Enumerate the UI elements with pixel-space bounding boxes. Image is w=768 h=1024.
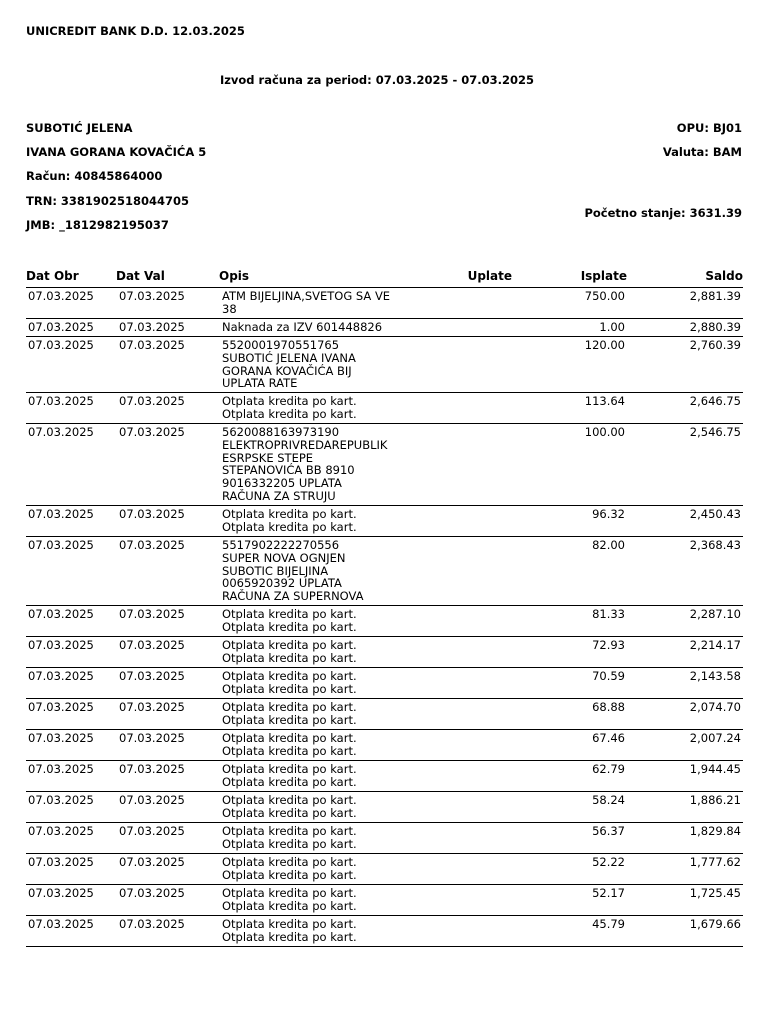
table-row — [26, 916, 743, 947]
cell-dat-val: 07.03.2025 — [119, 824, 185, 838]
cell-opis: Otplata kredita po kart. Otplata kredita po kart. — [222, 793, 357, 820]
currency: Valuta: BAM — [662, 145, 742, 159]
cell-dat-obr: 07.03.2025 — [28, 793, 94, 807]
cell-isplate: 72.93 — [592, 638, 625, 652]
table-row — [26, 606, 743, 637]
cell-opis: Otplata kredita po kart. Otplata kredita po kart. — [222, 638, 357, 665]
table-row — [26, 730, 743, 761]
cell-dat-obr: 07.03.2025 — [28, 886, 94, 900]
col-saldo: Saldo — [705, 269, 743, 283]
cell-dat-obr: 07.03.2025 — [28, 607, 94, 621]
cell-dat-val: 07.03.2025 — [119, 394, 185, 408]
cell-isplate: 1.00 — [599, 320, 625, 334]
cell-dat-obr: 07.03.2025 — [28, 700, 94, 714]
cell-dat-obr: 07.03.2025 — [28, 320, 94, 334]
cell-opis: 5517902222270556 SUPER NOVA OGNJEN SUBOTIC BIJELJINA 0065920392 UPLATA RAČUNA ZA SUPERNOVA — [222, 538, 364, 604]
cell-saldo: 1,886.21 — [689, 793, 741, 807]
cell-dat-val: 07.03.2025 — [119, 793, 185, 807]
table-row — [26, 792, 743, 823]
cell-isplate: 62.79 — [592, 762, 625, 776]
cell-isplate: 68.88 — [592, 700, 625, 714]
table-row — [26, 506, 743, 537]
account-number: Račun: 40845864000 — [26, 169, 163, 183]
client-address: IVANA GORANA KOVAČIĆA 5 — [26, 145, 207, 159]
cell-opis: Otplata kredita po kart. Otplata kredita po kart. — [222, 824, 357, 851]
cell-opis: Otplata kredita po kart. Otplata kredita po kart. — [222, 507, 357, 534]
cell-isplate: 56.37 — [592, 824, 625, 838]
cell-opis: 5620088163973190 ELEKTROPRIVREDAREPUBLIK ESRPSKE STEPE STEPANOVIĆA BB 8910 9016332205 UPLATA RAČUNA ZA STRUJU — [222, 425, 388, 503]
table-row — [26, 854, 743, 885]
table-header — [26, 267, 743, 288]
cell-dat-obr: 07.03.2025 — [28, 731, 94, 745]
cell-dat-obr: 07.03.2025 — [28, 917, 94, 931]
cell-dat-obr: 07.03.2025 — [28, 394, 94, 408]
cell-dat-val: 07.03.2025 — [119, 289, 185, 303]
cell-opis: Otplata kredita po kart. Otplata kredita po kart. — [222, 886, 357, 913]
cell-dat-obr: 07.03.2025 — [28, 338, 94, 352]
opu-code: OPU: BJ01 — [676, 121, 742, 135]
cell-dat-obr: 07.03.2025 — [28, 824, 94, 838]
cell-dat-obr: 07.03.2025 — [28, 538, 94, 552]
table-row — [26, 537, 743, 606]
cell-isplate: 67.46 — [592, 731, 625, 745]
cell-dat-val: 07.03.2025 — [119, 886, 185, 900]
cell-dat-obr: 07.03.2025 — [28, 855, 94, 869]
bank-date-line: UNICREDIT BANK D.D. 12.03.2025 — [26, 24, 245, 38]
cell-dat-obr: 07.03.2025 — [28, 507, 94, 521]
col-dat-val: Dat Val — [116, 269, 165, 283]
table-row — [26, 885, 743, 916]
cell-opis: Otplata kredita po kart. Otplata kredita po kart. — [222, 607, 357, 634]
table-row — [26, 699, 743, 730]
col-opis: Opis — [219, 269, 250, 283]
cell-saldo: 1,725.45 — [689, 886, 741, 900]
table-row — [26, 288, 743, 319]
cell-isplate: 100.00 — [584, 425, 625, 439]
cell-dat-obr: 07.03.2025 — [28, 638, 94, 652]
cell-dat-val: 07.03.2025 — [119, 731, 185, 745]
cell-dat-val: 07.03.2025 — [119, 320, 185, 334]
cell-saldo: 2,368.43 — [689, 538, 741, 552]
cell-dat-val: 07.03.2025 — [119, 762, 185, 776]
cell-dat-val: 07.03.2025 — [119, 538, 185, 552]
cell-opis: Otplata kredita po kart. Otplata kredita po kart. — [222, 669, 357, 696]
period-title: Izvod računa za period: 07.03.2025 - 07.03.2025 — [219, 73, 535, 87]
cell-dat-val: 07.03.2025 — [119, 855, 185, 869]
cell-isplate: 96.32 — [592, 507, 625, 521]
cell-saldo: 2,143.58 — [689, 669, 741, 683]
cell-isplate: 81.33 — [592, 607, 625, 621]
cell-opis: ATM BIJELJINA,SVETOG SA VE 38 — [222, 289, 391, 316]
cell-saldo: 1,679.66 — [689, 917, 741, 931]
cell-dat-val: 07.03.2025 — [119, 638, 185, 652]
table-row — [26, 424, 743, 506]
cell-isplate: 70.59 — [592, 669, 625, 683]
cell-opis: Naknada za IZV 601448826 — [222, 320, 383, 334]
cell-isplate: 45.79 — [592, 917, 625, 931]
cell-dat-obr: 07.03.2025 — [28, 669, 94, 683]
cell-saldo: 2,287.10 — [689, 607, 741, 621]
cell-dat-val: 07.03.2025 — [119, 917, 185, 931]
cell-saldo: 2,007.24 — [689, 731, 741, 745]
cell-saldo: 2,881.39 — [689, 289, 741, 303]
cell-dat-val: 07.03.2025 — [119, 338, 185, 352]
col-isplate: Isplate — [580, 269, 627, 283]
table-row — [26, 637, 743, 668]
cell-dat-obr: 07.03.2025 — [28, 289, 94, 303]
cell-isplate: 52.17 — [592, 886, 625, 900]
table-row — [26, 668, 743, 699]
cell-saldo: 2,760.39 — [689, 338, 741, 352]
cell-opis: 5520001970551765 SUBOTIĆ JELENA IVANA GORANA KOVAČIĆA BIJ UPLATA RATE — [222, 338, 356, 391]
cell-dat-obr: 07.03.2025 — [28, 425, 94, 439]
cell-opis: Otplata kredita po kart. Otplata kredita po kart. — [222, 855, 357, 882]
cell-isplate: 750.00 — [584, 289, 625, 303]
cell-saldo: 1,777.62 — [689, 855, 741, 869]
table-row — [26, 761, 743, 792]
trn-number: TRN: 3381902518044705 — [26, 194, 189, 208]
table-row — [26, 823, 743, 854]
cell-dat-val: 07.03.2025 — [119, 425, 185, 439]
cell-dat-val: 07.03.2025 — [119, 669, 185, 683]
cell-isplate: 52.22 — [592, 855, 625, 869]
cell-isplate: 82.00 — [592, 538, 625, 552]
cell-saldo: 2,074.70 — [689, 700, 741, 714]
cell-saldo: 1,829.84 — [689, 824, 741, 838]
cell-isplate: 58.24 — [592, 793, 625, 807]
table-row — [26, 319, 743, 337]
col-uplate: Uplate — [467, 269, 512, 283]
table-row — [26, 337, 743, 393]
cell-opis: Otplata kredita po kart. Otplata kredita po kart. — [222, 731, 357, 758]
cell-saldo: 1,944.45 — [689, 762, 741, 776]
cell-saldo: 2,450.43 — [689, 507, 741, 521]
cell-opis: Otplata kredita po kart. Otplata kredita po kart. — [222, 762, 357, 789]
col-dat-obr: Dat Obr — [26, 269, 79, 283]
jmb-number: JMB: _1812982195037 — [26, 218, 169, 232]
opening-balance: Početno stanje: 3631.39 — [584, 206, 742, 220]
transactions-table — [26, 288, 743, 947]
cell-opis: Otplata kredita po kart. Otplata kredita po kart. — [222, 394, 357, 421]
cell-dat-val: 07.03.2025 — [119, 507, 185, 521]
cell-dat-val: 07.03.2025 — [119, 700, 185, 714]
table-row — [26, 393, 743, 424]
cell-dat-val: 07.03.2025 — [119, 607, 185, 621]
cell-dat-obr: 07.03.2025 — [28, 762, 94, 776]
client-name: SUBOTIĆ JELENA — [26, 121, 133, 135]
cell-saldo: 2,646.75 — [689, 394, 741, 408]
cell-saldo: 2,546.75 — [689, 425, 741, 439]
cell-opis: Otplata kredita po kart. Otplata kredita po kart. — [222, 700, 357, 727]
cell-saldo: 2,214.17 — [689, 638, 741, 652]
cell-isplate: 113.64 — [584, 394, 625, 408]
cell-saldo: 2,880.39 — [689, 320, 741, 334]
cell-isplate: 120.00 — [584, 338, 625, 352]
cell-opis: Otplata kredita po kart. Otplata kredita po kart. — [222, 917, 357, 944]
